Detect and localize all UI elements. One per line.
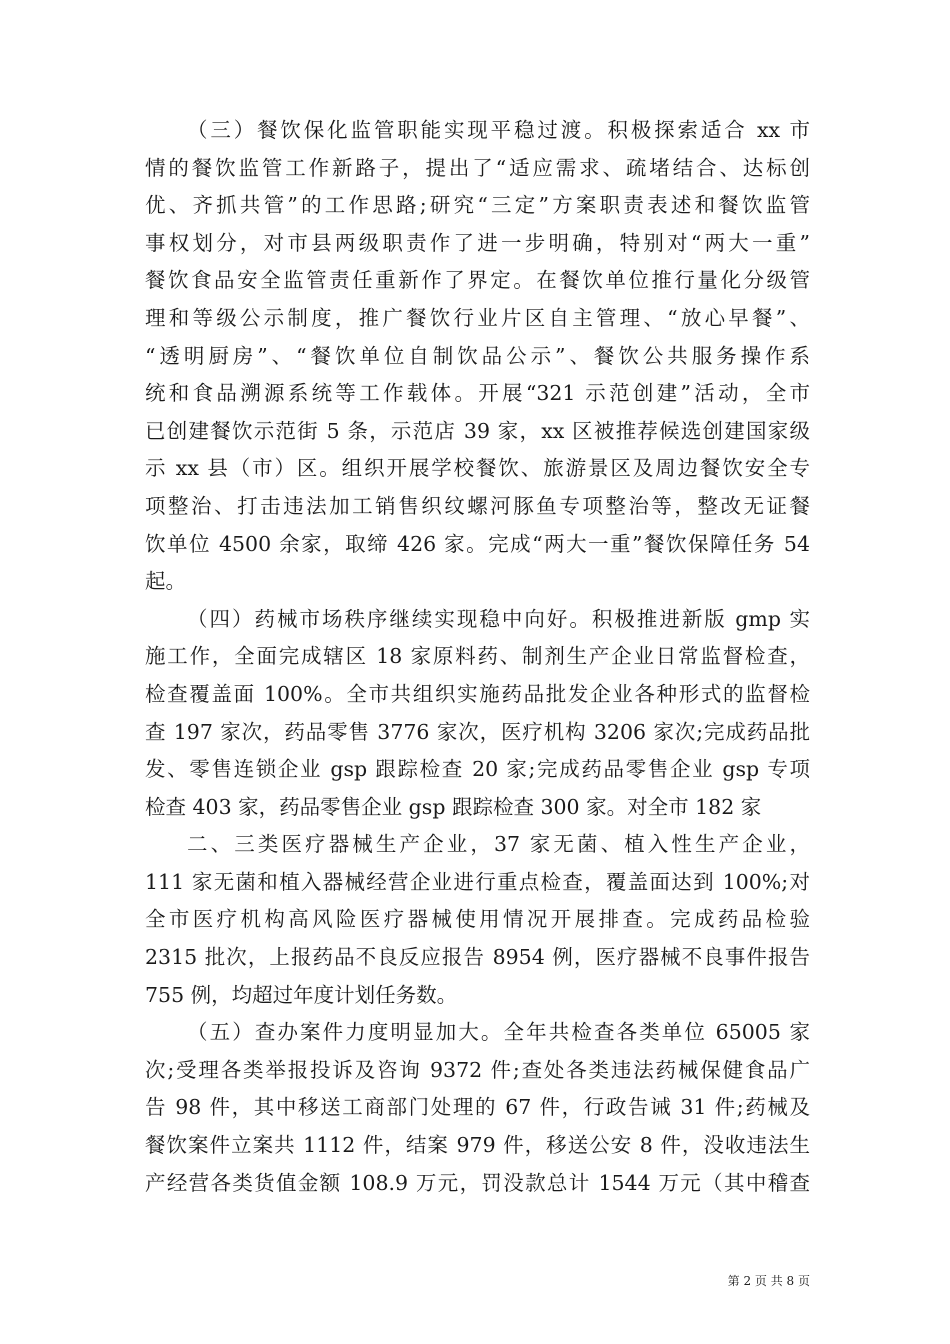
paragraph-line: （三）餐饮保化监管职能实现平稳过渡。积极探索适合 xx 市 <box>187 118 810 142</box>
paragraph-line: 起。 <box>145 569 186 594</box>
paragraph-line: 情的餐饮监管工作新路子，提出了“适应需求、疏堵结合、达标创 <box>145 155 810 180</box>
paragraph-line: 已创建餐饮示范街 5 条，示范店 39 家，xx 区被推荐候选创建国家级 <box>145 418 810 443</box>
paragraph-line: 事权划分，对市县两级职责作了进一步明确，特别对“两大一重” <box>145 230 810 255</box>
paragraph-line: 餐饮案件立案共 1112 件，结案 979 件，移送公安 8 件，没收违法生 <box>145 1133 810 1158</box>
paragraph-line: 查 197 家次，药品零售 3776 家次，医疗机构 3206 家次;完成药品批 <box>145 719 810 744</box>
paragraph-line: 次;受理各类举报投诉及咨询 9372 件;查处各类违法药械保健食品广 <box>145 1057 810 1082</box>
paragraph-line: 项整治、打击违法加工销售织纹螺河豚鱼专项整治等，整改无证餐 <box>145 493 810 518</box>
paragraph-line: 优、齐抓共管”的工作思路;研究“三定”方案职责表述和餐饮监管 <box>145 193 810 218</box>
paragraph-line: 统和食品溯源系统等工作载体。开展“321 示范创建”活动，全市 <box>145 381 810 406</box>
document-body <box>145 112 810 1202</box>
paragraph-line: 施工作，全面完成辖区 18 家原料药、制剂生产企业日常监督检查， <box>145 644 810 669</box>
paragraph-line: 产经营各类货值金额 108.9 万元，罚没款总计 1544 万元（其中稽查 <box>145 1170 810 1195</box>
paragraph-line: 全市医疗机构高风险医疗器械使用情况开展排查。完成药品检验 <box>145 907 810 932</box>
paragraph-line: 111 家无菌和植入器械经营企业进行重点检查，覆盖面达到 100%;对 <box>145 869 810 894</box>
paragraph-line: 发、零售连锁企业 gsp 跟踪检查 20 家;完成药品零售企业 gsp 专项 <box>145 757 810 782</box>
paragraph-line: 示 xx 县（市）区。组织开展学校餐饮、旅游景区及周边餐饮安全专 <box>145 456 810 481</box>
paragraph-line: 二、三类医疗器械生产企业，37 家无菌、植入性生产企业， <box>187 832 810 857</box>
paragraph-line: 检查 403 家，药品零售企业 gsp 跟踪检查 300 家。对全市 182 家 <box>145 794 762 819</box>
paragraph-line: 检查覆盖面 100%。全市共组织实施药品批发企业各种形式的监督检 <box>145 681 810 706</box>
paragraph-line: （四）药械市场秩序继续实现稳中向好。积极推进新版 gmp 实 <box>187 606 810 631</box>
paragraph-line: “透明厨房”、“餐饮单位自制饮品公示”、餐饮公共服务操作系 <box>145 343 810 368</box>
paragraph-line: 告 98 件，其中移送工商部门处理的 67 件，行政告诫 31 件;药械及 <box>145 1095 810 1120</box>
paragraph-line: 饮单位 4500 余家，取缔 426 家。完成“两大一重”餐饮保障任务 54 <box>145 531 810 556</box>
paragraph-line: 餐饮食品安全监管责任重新作了界定。在餐饮单位推行量化分级管 <box>145 268 810 293</box>
paragraph-line: 理和等级公示制度，推广餐饮行业片区自主管理、“放心早餐”、 <box>145 305 810 330</box>
paragraph-line: （五）查办案件力度明显加大。全年共检查各类单位 65005 家 <box>187 1020 810 1045</box>
page-number-footer: 第 2 页 共 8 页 <box>727 1274 810 1288</box>
paragraph-line: 2315 批次，上报药品不良反应报告 8954 例，医疗器械不良事件报告 <box>145 945 810 970</box>
paragraph-line: 755 例，均超过年度计划任务数。 <box>145 982 458 1007</box>
